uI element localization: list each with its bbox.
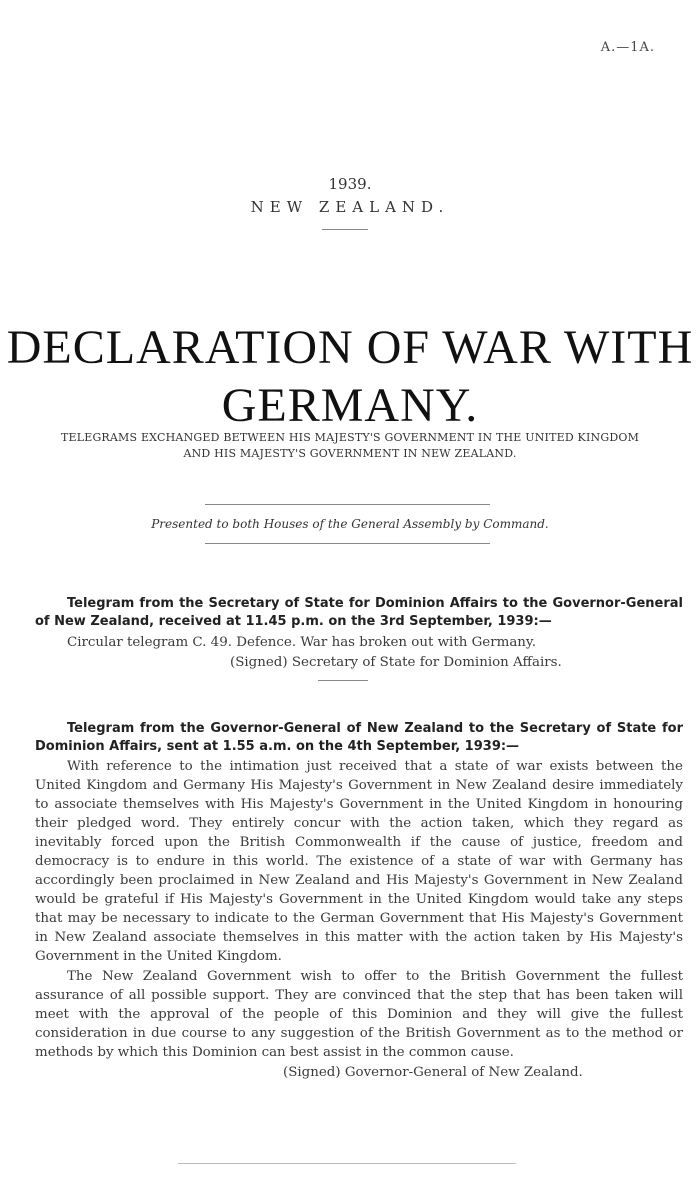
title-line-1: DECLARATION OF WAR WITH — [6, 321, 694, 374]
telegram-2 — [35, 720, 683, 1082]
divider — [205, 543, 490, 544]
divider — [178, 1163, 516, 1164]
document-title — [0, 322, 700, 432]
document-reference: A.—1A. — [600, 40, 655, 55]
subtitle-line-1: TELEGRAMS EXCHANGED BETWEEN HIS MAJESTY'S GOVERNMENT IN THE UNITED KINGDOM — [60, 431, 640, 444]
telegram-2-signature: (Signed) Governor-General of New Zealand. — [283, 1065, 583, 1080]
divider — [205, 504, 490, 505]
telegram-2-heading: Telegram from the Governor-General of New Zealand to the Secretary of State for Dominion Affairs, sent at 1.55 a.m. on the 4th September, 1939:— — [35, 721, 683, 754]
telegram-1-body: Circular telegram C. 49. Defence. War has broken out with Germany. — [67, 635, 536, 650]
country-heading: NEW ZEALAND. — [250, 198, 450, 216]
document-subtitle — [30, 430, 670, 462]
telegram-2-paragraph-2: The New Zealand Government wish to offer to the British Government the fullest assurance of all possible support. They are convinced that the step that has been taken will meet with the approval of the people of this Dominion and they will give the fullest consideration in due course to any suggestion of the British Government as to the method or methods by which this Dominion can best assist in the common cause. — [35, 969, 683, 1060]
telegram-2-paragraph-1: With reference to the intimation just received that a state of war exists between the United Kingdom and Germany His Majesty's Government in New Zealand desire immediately to associate themselves with His Majesty's Government in the United Kingdom in honouring their pledged word. They entirely concur with the action taken, which they regard as inevitably forced upon the British Commonwealth if the cause of justice, freedom and democracy is to endure in this world. The existence of a state of war with Germany has accordingly been proclaimed in New Zealand and His Majesty's Government in New Zealand would be grateful if His Majesty's Government in the United Kingdom would take any steps that may be necessary to indicate to the German Government that His Majesty's Government in New Zealand associate themselves in this matter with the action taken by His Majesty's Government in the United Kingdom. — [35, 759, 683, 964]
subtitle-line-2: AND HIS MAJESTY'S GOVERNMENT IN NEW ZEALAND. — [183, 447, 517, 460]
presented-note: Presented to both Houses of the General Assembly by Command. — [151, 517, 549, 531]
telegram-1-signature: (Signed) Secretary of State for Dominion Affairs. — [230, 655, 562, 670]
telegram-1 — [35, 595, 683, 672]
divider — [322, 229, 368, 230]
divider — [318, 680, 368, 681]
year: 1939. — [328, 175, 372, 193]
title-line-2: GERMANY. — [221, 379, 479, 432]
telegram-1-heading: Telegram from the Secretary of State for Dominion Affairs to the Governor-General of New Zealand, received at 11.45 p.m. on the 3rd September, 1939:— — [35, 596, 683, 629]
